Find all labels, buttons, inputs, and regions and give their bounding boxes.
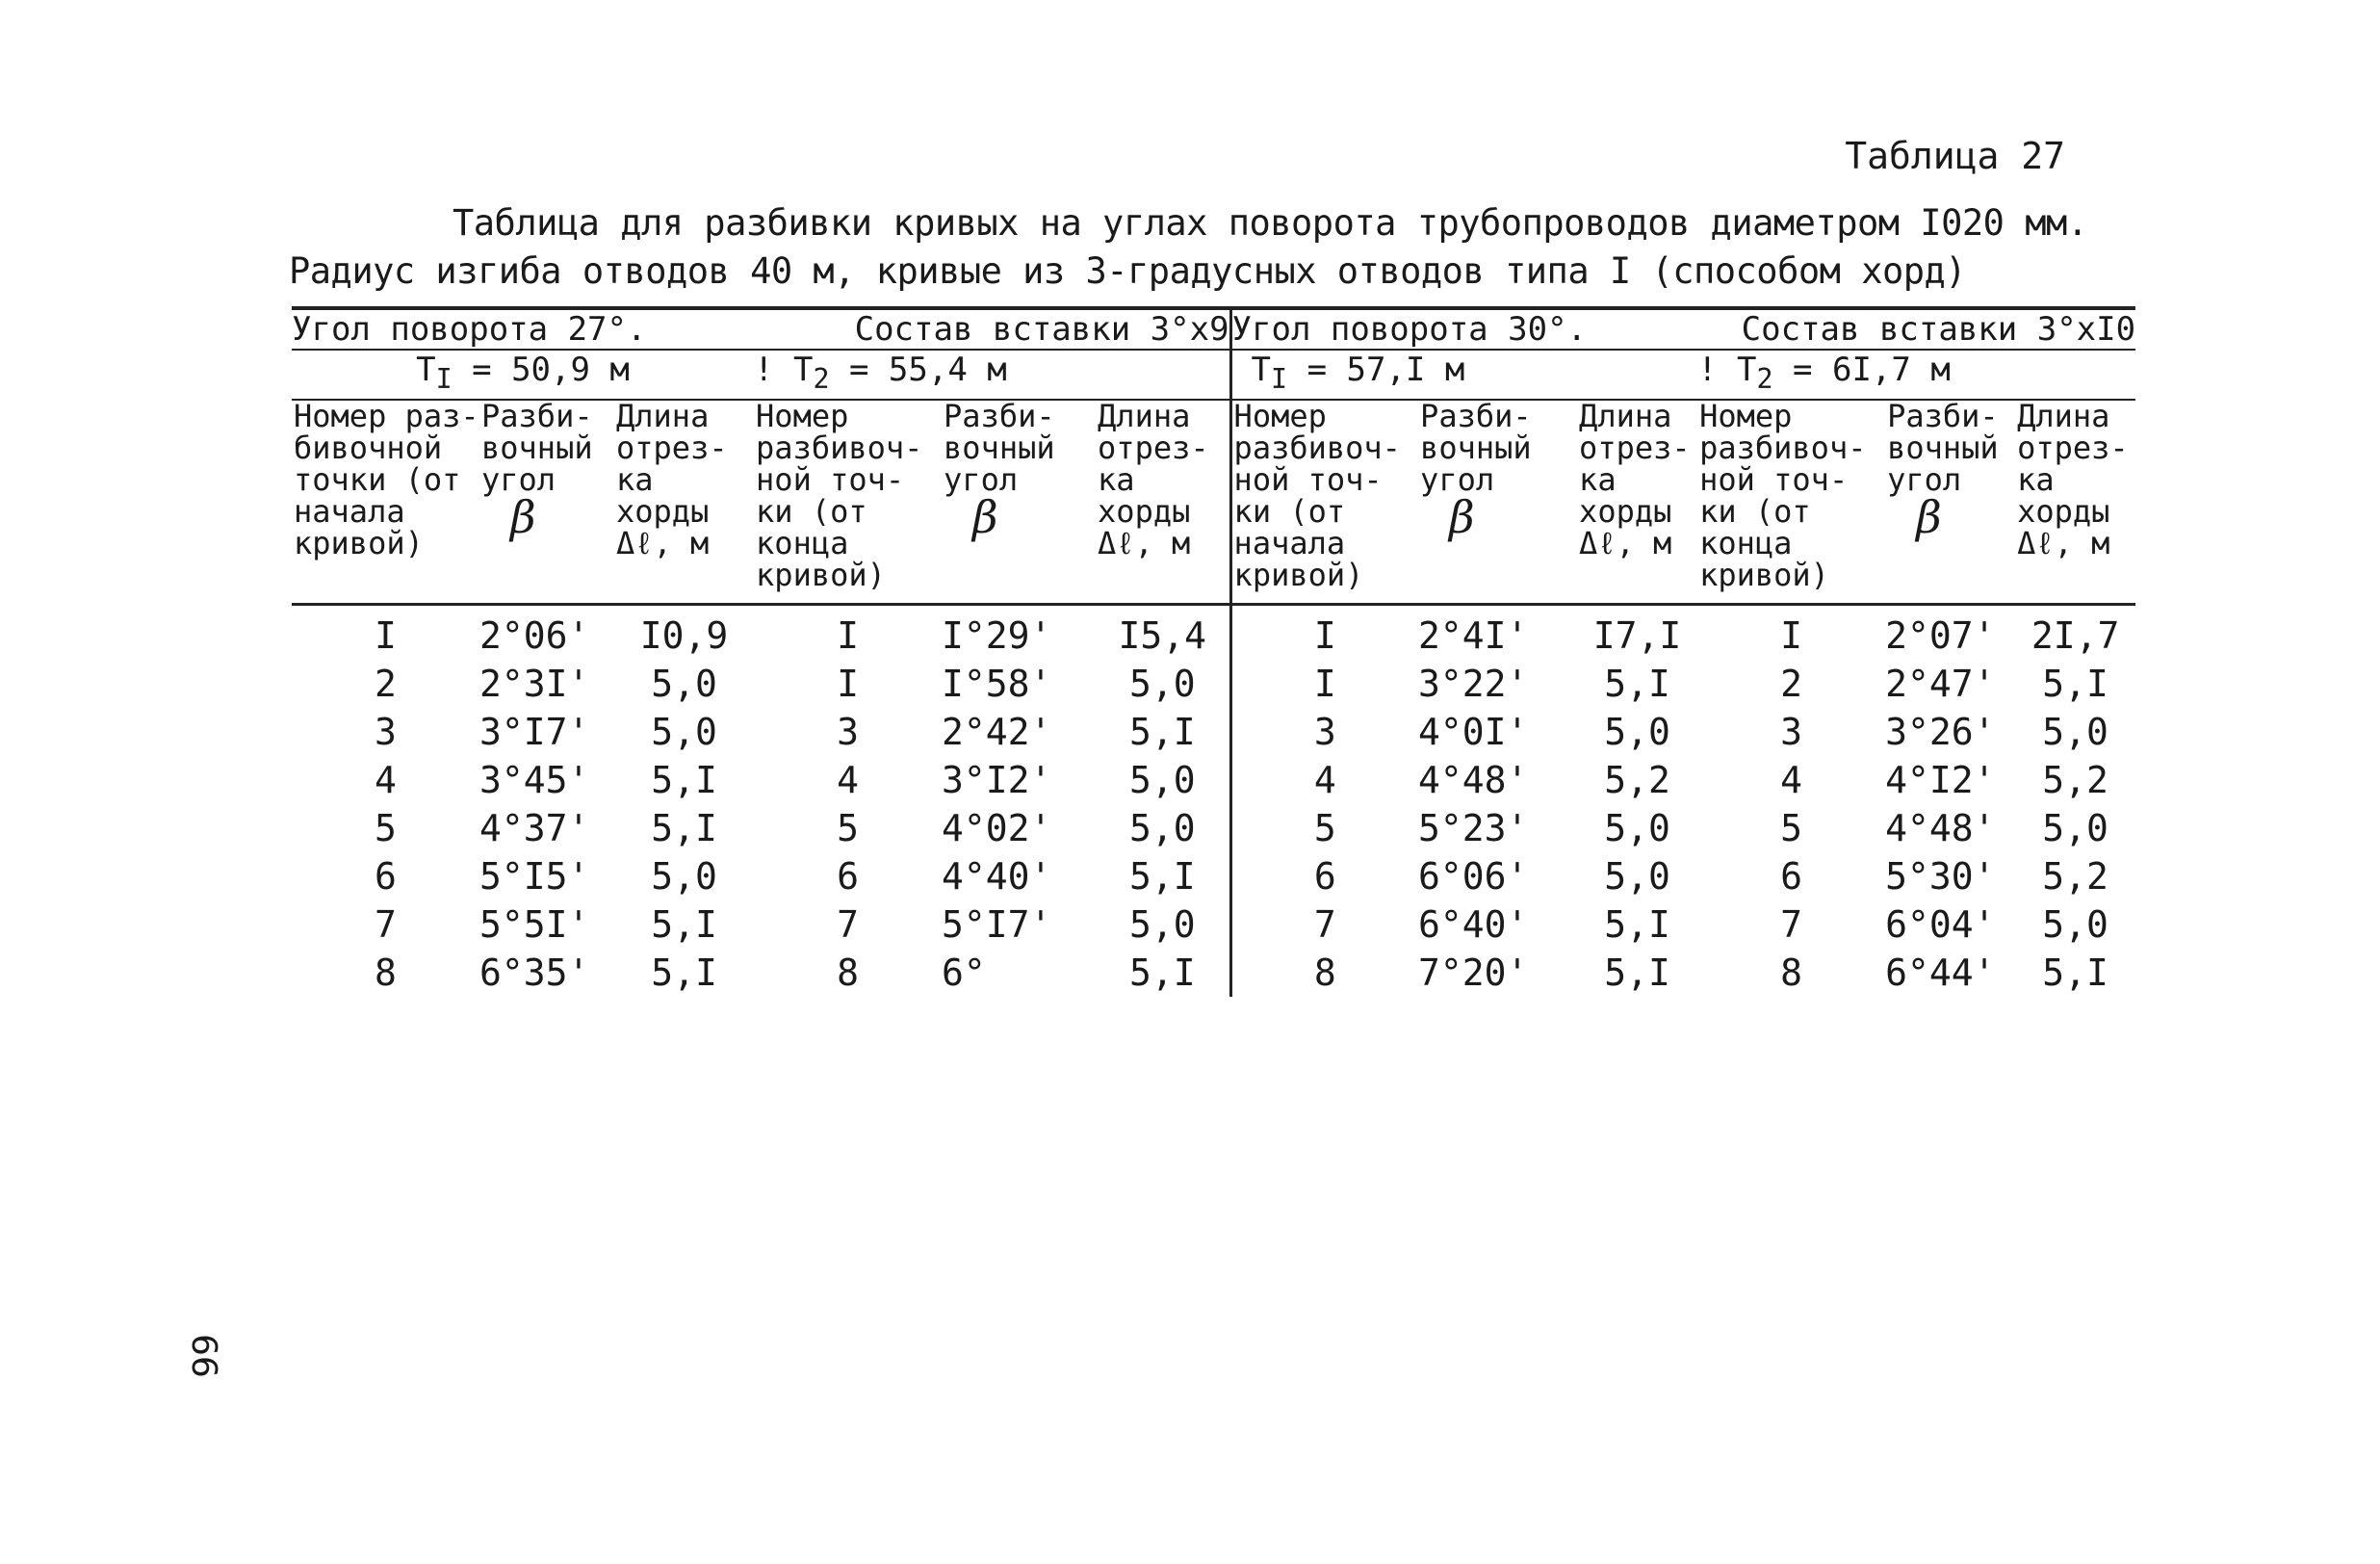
block2-t2: ! $T_2 = 6I,7$ м [1697, 350, 2135, 400]
cell: 4°37' [479, 806, 590, 849]
cell: 6 [1780, 854, 1803, 898]
cell: 5°5I' [479, 902, 590, 946]
cell: 7 [1313, 902, 1336, 946]
cell: I°58' [942, 662, 1052, 705]
cell: 5,0 [1096, 660, 1230, 708]
cell: 2°42' [942, 710, 1052, 753]
cell: 5,I [651, 806, 717, 849]
block2-angle: Угол поворота 30°. [1230, 308, 1697, 350]
cell: 6°35' [479, 951, 590, 994]
cell: 5,0 [1096, 900, 1230, 949]
cell: 8 [837, 951, 859, 994]
cell: 2 [1780, 662, 1803, 705]
cell: 3°26' [1885, 710, 1996, 753]
block1-t2: ! $T_2 = 55,4$ м [754, 350, 1230, 400]
cell: 4°I2' [1885, 758, 1996, 801]
cell: I [1313, 662, 1336, 705]
cell: 4 [375, 758, 397, 801]
head-b1-angle2: Разби- вочный угол β [942, 400, 1096, 605]
cell: 8 [1780, 951, 1803, 994]
beta-symbol: β [1449, 490, 1475, 543]
cell: 5,0 [651, 662, 717, 705]
cell: 4 [1780, 758, 1803, 801]
cell: 5,2 [2042, 854, 2108, 898]
cell: 3 [837, 710, 859, 753]
cell: I [837, 613, 859, 657]
page-number: 66 [184, 1334, 223, 1378]
cell: 2 [375, 662, 397, 705]
block1-angle: Угол поворота 27°. [292, 308, 754, 350]
tangent-row [292, 350, 2135, 400]
cell: 5,2 [2042, 758, 2108, 801]
beta-symbol: β [972, 490, 998, 543]
cell: 4°0I' [1418, 710, 1529, 753]
cell: 5,I [651, 902, 717, 946]
head-b2-angle: Разби- вочный угол β [1418, 400, 1577, 605]
cell: 5,0 [1096, 804, 1230, 852]
cell: 5 [1780, 806, 1803, 849]
cell: 6°06' [1418, 854, 1529, 898]
table-title-line-2: Радиус изгиба отводов 40 м, кривые из 3-градусных отводов типа I (способом хорд) [289, 250, 1967, 292]
cell: I7,I [1592, 613, 1682, 657]
cell: 6°44' [1885, 951, 1996, 994]
cell: 4°48' [1885, 806, 1996, 849]
block2-t1: $T_I = 57,I$ м [1230, 350, 1697, 400]
cell: 5,0 [2042, 710, 2108, 753]
cell: 3°45' [479, 758, 590, 801]
cell: 6 [375, 854, 397, 898]
cell: 8 [1313, 951, 1336, 994]
table-title-line-1: Таблица для разбивки кривых на углах поворота трубопроводов диаметром I020 мм. [453, 202, 2088, 244]
head-b2-point-start: Номер разбивоч- ной точ- ки (от начала кривой) [1230, 400, 1418, 605]
cell: 2I,7 [2031, 613, 2120, 657]
cell: 5°30' [1885, 854, 1996, 898]
cell: 4°48' [1418, 758, 1529, 801]
cell: 3 [375, 710, 397, 753]
cell: I5,4 [1096, 604, 1230, 660]
cell: 4 [1313, 758, 1336, 801]
cell: 5,2 [1604, 758, 1670, 801]
block2-insert: Состав вставки 3°хI0 [1697, 308, 2135, 350]
cell: 5,0 [651, 710, 717, 753]
head-b2-length: Длина отрез- ка хорды Δℓ, м [1577, 400, 1697, 605]
angle-row [292, 308, 2135, 350]
cell: 5,I [1604, 902, 1670, 946]
cell: 5°I7' [942, 902, 1052, 946]
cell: 2°3I' [479, 662, 590, 705]
cell: I [375, 613, 397, 657]
table-row [292, 660, 2135, 708]
head-b2-angle2: Разби- вочный угол β [1885, 400, 2015, 605]
cell: 7 [837, 902, 859, 946]
cell: 8 [375, 951, 397, 994]
cell: 5 [375, 806, 397, 849]
cell: 4°02' [942, 806, 1052, 849]
cell: 5,I [1096, 852, 1230, 900]
cell: 2°07' [1885, 613, 1996, 657]
cell: 6° [942, 951, 986, 994]
block1-insert: Состав вставки 3°х9 [754, 308, 1230, 350]
cell: 5,I [1096, 708, 1230, 756]
cell: I0,9 [639, 613, 729, 657]
cell: 5,0 [1604, 710, 1670, 753]
cell: 4 [837, 758, 859, 801]
cell: 6 [837, 854, 859, 898]
cell: 5,I [1096, 949, 1230, 997]
table-number-label: Таблица 27 [1845, 135, 2065, 177]
cell: 3°I7' [479, 710, 590, 753]
beta-symbol: β [1916, 490, 1942, 543]
cell: 5°I5' [479, 854, 590, 898]
cell: 5,I [2042, 951, 2108, 994]
cell: I [1780, 613, 1803, 657]
cell: I [1313, 613, 1336, 657]
cell: 5 [1313, 806, 1336, 849]
head-b1-length2: Длина отрез- ка хорды Δℓ, м [1096, 400, 1230, 605]
cell: 3°I2' [942, 758, 1052, 801]
cell: 5,0 [2042, 806, 2108, 849]
cell: 4°40' [942, 854, 1052, 898]
cell: 2°06' [479, 613, 590, 657]
cell: I°29' [942, 613, 1052, 657]
cell: 6 [1313, 854, 1336, 898]
cell: 5,I [651, 758, 717, 801]
table-row [292, 708, 2135, 756]
cell: 5,I [1604, 951, 1670, 994]
column-header-row [292, 400, 2135, 605]
cell: 5 [837, 806, 859, 849]
head-b1-point-end: Номер разбивоч- ной точ- ки (от конца кривой) [754, 400, 942, 605]
table-row [292, 900, 2135, 949]
cell: 5,0 [2042, 902, 2108, 946]
cell: 5,I [651, 951, 717, 994]
cell: 5°23' [1418, 806, 1529, 849]
cell: 5,0 [1604, 806, 1670, 849]
block1-t1: $T_I = 50,9$ м [292, 350, 754, 400]
cell: I [837, 662, 859, 705]
head-b1-point-start: Номер раз- бивочной точки (от начала кривой) [292, 400, 479, 605]
table-row [292, 852, 2135, 900]
head-b1-length: Длина отрез- ка хорды Δℓ, м [614, 400, 754, 605]
cell: 6°04' [1885, 902, 1996, 946]
cell: 2°47' [1885, 662, 1996, 705]
table-row [292, 756, 2135, 804]
cell: 7 [1780, 902, 1803, 946]
cell: 7 [375, 902, 397, 946]
head-b1-angle: Разби- вочный угол β [479, 400, 614, 605]
cell: 2°4I' [1418, 613, 1529, 657]
cell: 5,I [1604, 662, 1670, 705]
table-row [292, 804, 2135, 852]
stakeout-table [292, 306, 2135, 997]
cell: 5,0 [651, 854, 717, 898]
cell: 3 [1780, 710, 1803, 753]
cell: 3°22' [1418, 662, 1529, 705]
beta-symbol: β [510, 490, 536, 543]
head-b2-point-end: Номер разбивоч- ной точ- ки (от конца кривой) [1697, 400, 1885, 605]
cell: 3 [1313, 710, 1336, 753]
cell: 5,0 [1096, 756, 1230, 804]
table-row [292, 604, 2135, 660]
cell: 5,I [2042, 662, 2108, 705]
cell: 7°20' [1418, 951, 1529, 994]
table-row [292, 949, 2135, 997]
cell: 6°40' [1418, 902, 1529, 946]
cell: 5,0 [1604, 854, 1670, 898]
head-b2-length2: Длина отрез- ка хорды Δℓ, м [2015, 400, 2135, 605]
